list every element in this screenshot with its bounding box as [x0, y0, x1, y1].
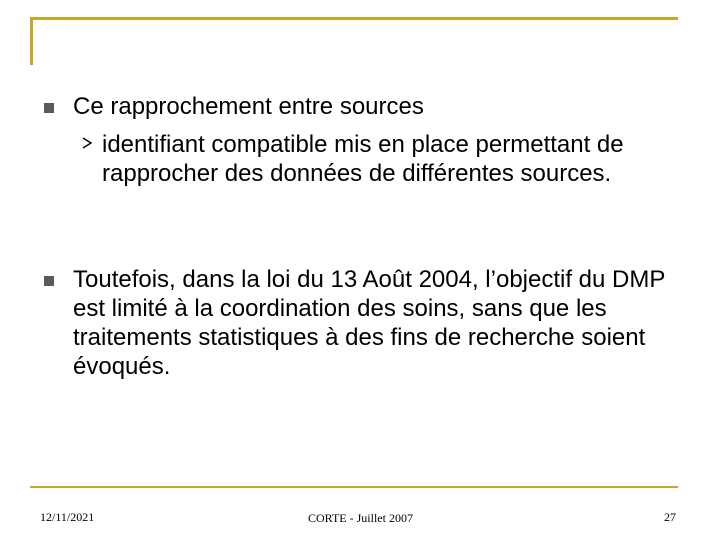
page-number: 27 — [664, 510, 676, 524]
bullet-text: Ce rapprochement entre sources — [73, 93, 424, 120]
arrow-bullet-icon — [80, 136, 94, 150]
bullet-marker — [44, 276, 54, 286]
bullet-text: Toutefois, dans la loi du 13 Août 2004, l’objectif du DMP est limité à la coordination des soins, sans que les traitements statistiques à des fins de recherche soient évoqués. — [73, 266, 665, 380]
frame-top-line — [30, 17, 678, 20]
footer-date: 12/11/2021 — [40, 510, 95, 524]
frame-left-line — [30, 17, 33, 65]
sub-bullet-text: identifiant compatible mis en place permettant de rapprocher des données de différentes sources. — [102, 131, 624, 187]
footer-center-text: CORTE - Juillet 2007 — [308, 511, 413, 525]
bullet-marker — [44, 103, 54, 113]
footer-divider — [30, 486, 678, 488]
